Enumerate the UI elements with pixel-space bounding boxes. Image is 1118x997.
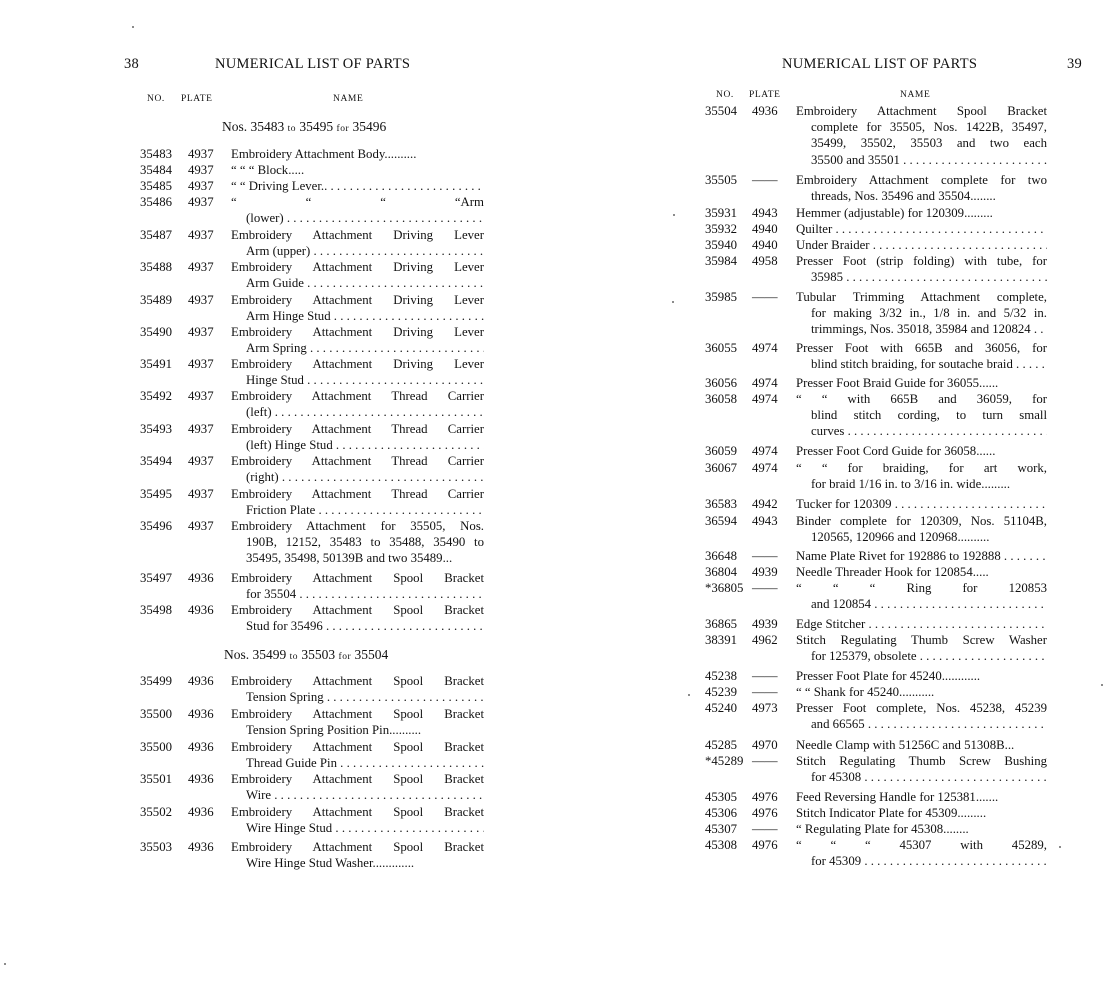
part-name-line: Embroidery Attachment complete for two	[796, 173, 1047, 187]
plate-number: 4970	[752, 738, 778, 752]
part-name-line: Embroidery Attachment Spool Bracket	[231, 840, 484, 854]
part-name-line: Arm Spring . . .	[231, 340, 484, 356]
plate-number: 4958	[752, 254, 778, 268]
part-name	[796, 172, 1047, 204]
plate-number: 4974	[752, 392, 778, 406]
part-name-line: Tension Spring . . .	[231, 689, 484, 705]
page-title: NUMERICAL LIST OF PARTS	[215, 56, 411, 72]
column-header-name: NAME	[333, 94, 364, 104]
part-name-line: Presser Foot Plate for 45240............	[796, 669, 981, 683]
part-name	[231, 453, 484, 485]
plate-number: 4943	[752, 514, 778, 528]
part-name-line: Presser Foot Cord Guide for 36058......	[796, 444, 996, 458]
part-number: 35499	[140, 674, 172, 688]
part-name	[231, 146, 484, 162]
page-number: 39	[1067, 56, 1083, 72]
plate-number: ——	[752, 669, 778, 683]
plate-number: ——	[752, 822, 778, 836]
part-number: 36067	[705, 461, 737, 475]
part-name	[796, 103, 1047, 168]
part-number: 35483	[140, 147, 172, 161]
part-number: 35984	[705, 254, 737, 268]
part-name-line: “ “ Driving Lever.. . . .	[231, 178, 484, 194]
part-name	[796, 580, 1047, 612]
part-name-line: Embroidery Attachment Body..........	[231, 147, 417, 161]
plate-number: 4976	[752, 790, 778, 804]
part-name	[796, 564, 1047, 580]
part-number: 35485	[140, 179, 172, 193]
plate-number: 4974	[752, 376, 778, 390]
plate-number: ——	[752, 685, 778, 699]
plate-number: 4940	[752, 238, 778, 252]
part-name-line: (left) Hinge Stud . . .	[231, 437, 484, 453]
part-name-line: Name Plate Rivet for 192886 to 192888 . . .	[796, 548, 1047, 564]
plate-number: 4937	[188, 325, 214, 339]
part-number: 36058	[705, 392, 737, 406]
part-name-line: Stud for 35496 . . .	[231, 618, 484, 634]
part-number: 35497	[140, 571, 172, 585]
part-name-line: and 66565 . . .	[796, 716, 1047, 732]
section-heading: Nos. 35499 to 35503 for 35504	[224, 647, 389, 662]
part-name-line: Embroidery Attachment Spool Bracket	[231, 772, 484, 786]
column-header-no: NO.	[147, 94, 165, 104]
part-number: 36059	[705, 444, 737, 458]
part-name	[796, 616, 1047, 632]
part-number: 36594	[705, 514, 737, 528]
part-name	[231, 486, 484, 518]
part-number: 35940	[705, 238, 737, 252]
plate-number: 4973	[752, 701, 778, 715]
part-name-line: Embroidery Attachment Driving Lever	[231, 357, 484, 371]
part-number: 35490	[140, 325, 172, 339]
part-name-line: Tucker for 120309 . . .	[796, 496, 1047, 512]
part-number: 35495	[140, 487, 172, 501]
part-name	[796, 221, 1047, 237]
part-name-line: Arm Guide . . .	[231, 275, 484, 291]
plate-number: 4937	[188, 260, 214, 274]
part-number: 35931	[705, 206, 737, 220]
part-number: 36648	[705, 549, 737, 563]
scan-speck	[673, 214, 675, 216]
part-name	[231, 388, 484, 420]
part-number: 36056	[705, 376, 737, 390]
part-name-line: Embroidery Attachment Driving Lever	[231, 293, 484, 307]
part-name-line: Presser Foot (strip folding) with tube, for	[796, 254, 1047, 268]
part-name-line: Embroidery Attachment Spool Bracket	[231, 674, 484, 688]
scan-speck	[4, 963, 6, 965]
part-name-line: Stitch Regulating Thumb Screw Washer	[796, 633, 1047, 647]
plate-number: 4936	[752, 104, 778, 118]
scan-speck	[1059, 846, 1061, 848]
part-name	[796, 496, 1047, 512]
part-number: 38391	[705, 633, 737, 647]
part-name-line: Embroidery Attachment Thread Carrier	[231, 454, 484, 468]
plate-number: 4974	[752, 444, 778, 458]
part-name-line: “ “ “ Ring for 120853	[796, 581, 1047, 595]
part-name	[796, 700, 1047, 732]
part-name-line: Hinge Stud . . .	[231, 372, 484, 388]
part-name-line: “ “ “ “Arm	[231, 195, 484, 209]
part-number: 36055	[705, 341, 737, 355]
plate-number: 4937	[188, 179, 214, 193]
part-number: *36805	[705, 581, 744, 595]
part-name-line: (left) . . .	[231, 404, 484, 420]
part-name	[231, 706, 484, 738]
page-title: NUMERICAL LIST OF PARTS	[782, 56, 978, 72]
part-number: 35500	[140, 707, 172, 721]
plate-number: 4936	[188, 674, 214, 688]
part-name	[796, 821, 1047, 837]
part-name-line: Wire Hinge Stud Washer.............	[246, 856, 415, 871]
scan-speck	[688, 694, 690, 696]
part-number: 45239	[705, 685, 737, 699]
part-name-line: for braid 1/16 in. to 3/16 in. wide.........	[811, 477, 1011, 492]
page-number: 38	[124, 56, 140, 72]
part-name	[231, 839, 484, 871]
part-name-line: “ “ with 665B and 36059, for	[796, 392, 1047, 406]
plate-number: 4936	[188, 603, 214, 617]
plate-number: 4936	[188, 805, 214, 819]
part-name	[796, 205, 1047, 221]
part-name-line: Embroidery Attachment Spool Bracket	[231, 707, 484, 721]
plate-number: ——	[752, 754, 778, 768]
plate-number: 4974	[752, 341, 778, 355]
part-name-line: 35500 and 35501 . . .	[796, 152, 1047, 168]
part-name	[231, 673, 484, 705]
plate-number: 4937	[188, 228, 214, 242]
plate-number: ——	[752, 173, 778, 187]
part-name-line: curves . . .	[796, 423, 1047, 439]
part-name-line: Embroidery Attachment Driving Lever	[231, 260, 484, 274]
part-name-line: 35985 . . .	[796, 269, 1047, 285]
part-number: 45306	[705, 806, 737, 820]
part-name	[231, 227, 484, 259]
part-name-line: Embroidery Attachment Thread Carrier	[231, 487, 484, 501]
part-name	[231, 518, 484, 567]
column-header-plate: PLATE	[749, 90, 781, 100]
part-number: 35487	[140, 228, 172, 242]
part-name-line: for 35504 . . .	[231, 586, 484, 602]
part-name-line: “ “ Shank for 45240...........	[796, 685, 935, 699]
part-name-line: (lower) . . .	[231, 210, 484, 226]
part-name	[231, 602, 484, 634]
part-number: 35502	[140, 805, 172, 819]
part-name	[231, 259, 484, 291]
plate-number: 4943	[752, 206, 778, 220]
part-name	[231, 739, 484, 771]
part-name-line: Arm Hinge Stud . . .	[231, 308, 484, 324]
part-name-line: Edge Stitcher . . .	[796, 616, 1047, 632]
plate-number: ——	[752, 549, 778, 563]
part-name-line: Presser Foot with 665B and 36056, for	[796, 341, 1047, 355]
part-name-line: (right) . . .	[231, 469, 484, 485]
part-name	[796, 789, 1047, 805]
part-name	[231, 356, 484, 388]
part-name-line: “ “ “ 45307 with 45289,	[796, 838, 1047, 852]
part-number: 45305	[705, 790, 737, 804]
part-name-line: Tubular Trimming Attachment complete,	[796, 290, 1047, 304]
part-number: 35501	[140, 772, 172, 786]
part-number: 35932	[705, 222, 737, 236]
part-name-line: for making 3/32 in., 1/8 in. and 5/32 in.	[811, 306, 1047, 321]
part-name-line: “ “ for braiding, for art work,	[796, 461, 1047, 475]
part-number: 35494	[140, 454, 172, 468]
part-name	[231, 421, 484, 453]
part-name-line: Embroidery Attachment Thread Carrier	[231, 422, 484, 436]
part-name-line: blind stitch braiding, for soutache braid . . .	[796, 356, 1047, 372]
part-name	[231, 570, 484, 602]
part-number: 35492	[140, 389, 172, 403]
part-name-line: 120565, 120966 and 120968..........	[811, 530, 990, 545]
part-name-line: Embroidery Attachment Spool Bracket	[231, 571, 484, 585]
part-name	[796, 460, 1047, 492]
part-name-line: 35495, 35498, 50139B and two 35489...	[246, 551, 453, 566]
plate-number: 4937	[188, 519, 214, 533]
part-name	[231, 194, 484, 226]
part-name	[796, 837, 1047, 869]
plate-number: 4936	[188, 571, 214, 585]
section-heading: Nos. 35483 to 35495 for 35496	[222, 119, 387, 134]
part-name-line: 35499, 35502, 35503 and two each	[811, 136, 1047, 151]
part-name-line: Thread Guide Pin . . .	[231, 755, 484, 771]
plate-number: 4937	[188, 357, 214, 371]
part-name-line: Embroidery Attachment Spool Bracket	[796, 104, 1047, 118]
scan-speck	[132, 26, 134, 28]
part-number: 35985	[705, 290, 737, 304]
part-name	[796, 632, 1047, 664]
part-name	[231, 771, 484, 803]
part-name-line: Tension Spring Position Pin..........	[246, 723, 422, 738]
part-name-line: trimmings, Nos. 35018, 35984 and 120824 . . .	[796, 321, 1047, 337]
part-name-line: Stitch Indicator Plate for 45309.........	[796, 806, 987, 820]
plate-number: 4937	[188, 487, 214, 501]
column-header-plate: PLATE	[181, 94, 213, 104]
part-name-line: Embroidery Attachment Driving Lever	[231, 325, 484, 339]
part-name	[796, 753, 1047, 785]
part-name	[796, 340, 1047, 372]
plate-number: 4936	[188, 772, 214, 786]
part-number: 35491	[140, 357, 172, 371]
part-number: 36804	[705, 565, 737, 579]
part-name	[796, 668, 1047, 684]
column-header-name: NAME	[900, 90, 931, 100]
part-name	[796, 443, 1047, 459]
part-number: 35486	[140, 195, 172, 209]
part-name-line: Feed Reversing Handle for 125381.......	[796, 790, 999, 804]
part-number: 45307	[705, 822, 737, 836]
part-name-line: Embroidery Attachment Spool Bracket	[231, 740, 484, 754]
part-name-line: blind stitch cording, to turn small	[811, 408, 1047, 423]
part-number: 35484	[140, 163, 172, 177]
part-number: 35505	[705, 173, 737, 187]
part-name-line: Wire Hinge Stud . . .	[231, 820, 484, 836]
part-name-line: complete for 35505, Nos. 1422B, 35497,	[811, 120, 1047, 135]
part-name-line: Embroidery Attachment Thread Carrier	[231, 389, 484, 403]
part-name	[231, 324, 484, 356]
part-name-line: Friction Plate . . .	[231, 502, 484, 518]
part-number: 35500	[140, 740, 172, 754]
part-name-line: and 120854 . . .	[796, 596, 1047, 612]
part-name-line: “ “ “ Block.....	[231, 163, 305, 177]
part-name	[231, 178, 484, 194]
part-name-line: Binder complete for 120309, Nos. 51104B,	[796, 514, 1047, 528]
part-number: 36865	[705, 617, 737, 631]
part-name-line: Presser Foot complete, Nos. 45238, 45239	[796, 701, 1047, 715]
part-number: 35493	[140, 422, 172, 436]
part-name	[231, 804, 484, 836]
part-name-line: 190B, 12152, 35483 to 35488, 35490 to	[246, 535, 484, 550]
part-number: 36583	[705, 497, 737, 511]
part-name-line: Presser Foot Braid Guide for 36055......	[796, 376, 999, 390]
plate-number: 4939	[752, 617, 778, 631]
part-number: 35503	[140, 840, 172, 854]
plate-number: 4937	[188, 293, 214, 307]
plate-number: 4942	[752, 497, 778, 511]
part-name	[796, 548, 1047, 564]
plate-number: 4937	[188, 147, 214, 161]
plate-number: 4937	[188, 163, 214, 177]
part-name-line: Needle Clamp with 51256C and 51308B...	[796, 738, 1015, 752]
part-name-line: Embroidery Attachment Spool Bracket	[231, 603, 484, 617]
part-name	[796, 805, 1047, 821]
plate-number: 4974	[752, 461, 778, 475]
part-name	[796, 737, 1047, 753]
part-name	[796, 513, 1047, 545]
part-name-line: Wire . . .	[231, 787, 484, 803]
part-number: 35489	[140, 293, 172, 307]
plate-number: 4939	[752, 565, 778, 579]
scan-speck	[1101, 684, 1103, 686]
part-number: 35498	[140, 603, 172, 617]
part-name-line: Hemmer (adjustable) for 120309.........	[796, 206, 993, 220]
scan-speck	[672, 301, 674, 303]
plate-number: 4937	[188, 454, 214, 468]
part-number: 35496	[140, 519, 172, 533]
part-number: 45238	[705, 669, 737, 683]
part-name-line: Needle Threader Hook for 120854.....	[796, 565, 989, 579]
part-name-line: Embroidery Attachment Spool Bracket	[231, 805, 484, 819]
plate-number: 4937	[188, 422, 214, 436]
part-name	[796, 375, 1047, 391]
part-name-line: Stitch Regulating Thumb Screw Bushing	[796, 754, 1047, 768]
plate-number: 4936	[188, 840, 214, 854]
part-name-line: for 45308 . . .	[796, 769, 1047, 785]
part-name	[796, 391, 1047, 440]
part-name-line: Arm (upper) . . .	[231, 243, 484, 259]
plate-number: 4976	[752, 806, 778, 820]
part-number: 35488	[140, 260, 172, 274]
part-number: 35504	[705, 104, 737, 118]
part-name-line: Under Braider . . .	[796, 237, 1047, 253]
part-number: *45289	[705, 754, 744, 768]
column-header-no: NO.	[716, 90, 734, 100]
plate-number: 4937	[188, 389, 214, 403]
plate-number: 4937	[188, 195, 214, 209]
part-name-line: for 45309 . . .	[796, 853, 1047, 869]
plate-number: ——	[752, 290, 778, 304]
part-number: 45240	[705, 701, 737, 715]
plate-number: 4936	[188, 740, 214, 754]
part-name-line: Embroidery Attachment Driving Lever	[231, 228, 484, 242]
plate-number: ——	[752, 581, 778, 595]
part-name	[796, 237, 1047, 253]
part-number: 45285	[705, 738, 737, 752]
part-name	[796, 289, 1047, 338]
plate-number: 4976	[752, 838, 778, 852]
plate-number: 4936	[188, 707, 214, 721]
part-name	[231, 162, 484, 178]
part-number: 45308	[705, 838, 737, 852]
part-name-line: Embroidery Attachment for 35505, Nos.	[231, 519, 484, 533]
part-name-line: for 125379, obsolete . . .	[796, 648, 1047, 664]
part-name	[231, 292, 484, 324]
part-name-line: “ Regulating Plate for 45308........	[796, 822, 969, 836]
part-name-line: threads, Nos. 35496 and 35504........	[811, 189, 996, 204]
part-name	[796, 684, 1047, 700]
part-name-line: Quilter . . .	[796, 221, 1047, 237]
plate-number: 4962	[752, 633, 778, 647]
part-name	[796, 253, 1047, 285]
plate-number: 4940	[752, 222, 778, 236]
